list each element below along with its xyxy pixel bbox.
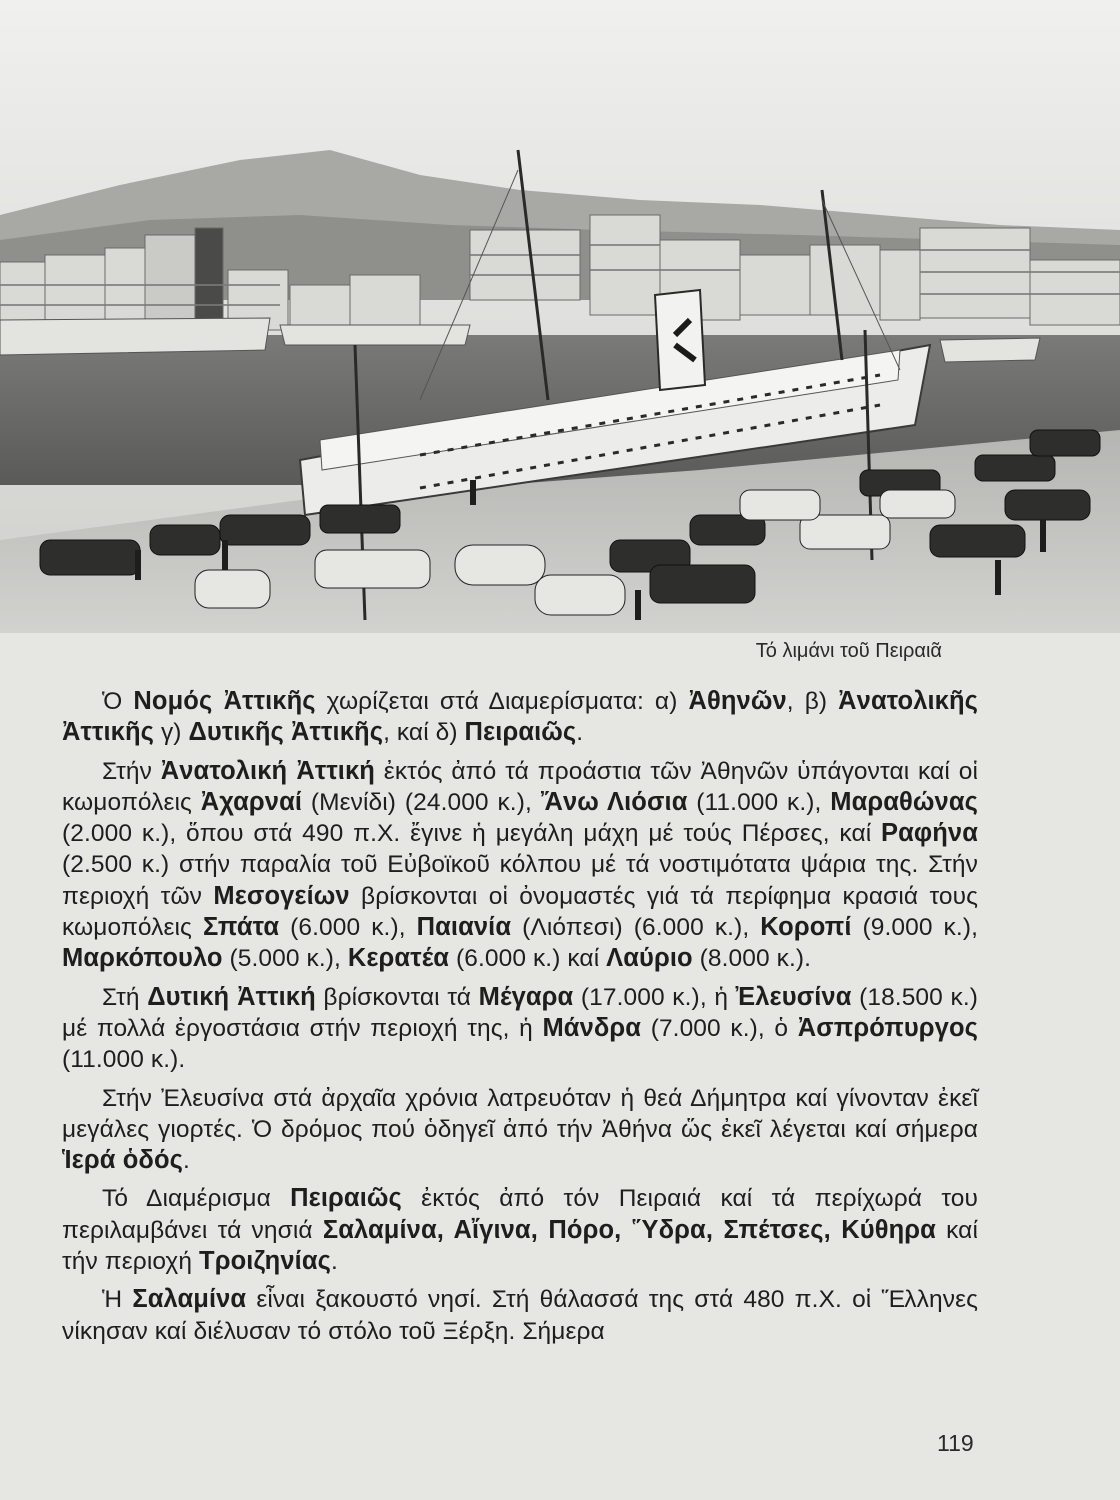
- bold-term: Σπάτα: [202, 913, 280, 942]
- bold-term: Ἐλευσίνα: [735, 982, 852, 1011]
- bold-term: Σαλαμίνα, Αἴγινα, Πόρο, Ὕδρα, Σπέτσες, Κύθηρα: [322, 1215, 936, 1244]
- harbour-photo: [0, 0, 1120, 633]
- text-run: (18.500 κ.) μέ πολλά ἐργοστάσια στήν περιοχή της, ἡ: [62, 983, 979, 1042]
- text-run: (Λιόπεσι) (6.000 κ.),: [511, 914, 761, 942]
- text-run: εἶναι ξακουστό νησί. Στή θάλασσά της στά 480 π.Χ. οἱ Ἕλληνες νίκησαν καί διέλυσαν τό στόλο τοῦ Ξέρξη. Σήμερα: [62, 1286, 979, 1345]
- text-run: χωρίζεται στά Διαμερίσματα: α): [315, 688, 689, 715]
- bold-term: Κοροπί: [760, 913, 852, 942]
- text-run: , καί δ): [383, 719, 465, 747]
- text-run: (Μενίδι) (24.000 κ.),: [302, 788, 541, 816]
- bold-term: Ἄνω Λιόσια: [540, 787, 688, 816]
- bold-term: Μαρκόπουλο: [62, 944, 223, 973]
- text-run: Στήν: [102, 757, 161, 785]
- bold-term: Μαραθώνας: [830, 787, 978, 816]
- photo-caption: Τό λιμάνι τοῦ Πειραιᾶ: [755, 640, 942, 662]
- text-run: (6.000 κ.) καί: [449, 945, 607, 973]
- bold-term: Παιανία: [416, 913, 512, 942]
- page-number: 119: [937, 1430, 974, 1456]
- bold-term: Πειραιῶς: [290, 1184, 402, 1213]
- paragraph: [62, 1284, 978, 1347]
- text-run: .: [576, 719, 584, 747]
- text-run: βρίσκονται τά: [315, 983, 479, 1011]
- bold-term: Ἱερά ὁδός: [62, 1146, 183, 1175]
- bold-term: Τροιζηνίας: [199, 1247, 331, 1276]
- text-run: Τό Διαμέρισμα: [102, 1185, 291, 1213]
- text-run: , β): [786, 688, 839, 715]
- paragraph: [62, 686, 978, 749]
- text-run: βρίσκονται οἱ ὀνομαστές γιά τά περίφημα κρασιά τους κωμοπόλεις: [62, 882, 979, 942]
- text-run: Στή: [102, 983, 148, 1011]
- bold-term: Πειραιῶς: [464, 718, 577, 747]
- bold-term: Λαύριο: [606, 944, 693, 973]
- text-run: Ἡ: [102, 1286, 133, 1314]
- bold-term: Σαλαμίνα: [132, 1285, 247, 1314]
- bold-term: Νομός Ἀττικῆς: [133, 687, 316, 715]
- bold-term: Ἀνατολική Ἀττική: [160, 756, 375, 785]
- bold-term: Μεσογείων: [213, 881, 350, 910]
- text-run: (9.000 κ.),: [851, 914, 978, 942]
- text-run: (7.000 κ.), ὁ: [641, 1014, 798, 1042]
- text-run: (2.000 κ.), ὅπου στά 490 π.Χ. ἔγινε ἡ μεγάλη μάχη μέ τούς Πέρσες, καί: [62, 820, 882, 848]
- bold-term: Ἀχαρναί: [200, 787, 303, 816]
- bold-term: Ἀσπρόπυργος: [797, 1013, 978, 1042]
- text-run: (6.000 κ.),: [279, 914, 417, 942]
- text-run: ἐκτός ἀπό τόν Πειραιά καί τά περίχωρά του περιλαμβάνει τά νησιά: [62, 1185, 979, 1244]
- text-run: ἐκτός ἀπό τά προάστια τῶν Ἀθηνῶν ὑπάγονται καί οἱ κωμοπόλεις: [62, 757, 978, 816]
- bold-term: Ραφήνα: [881, 819, 978, 848]
- text-run: (11.000 κ.),: [687, 788, 831, 816]
- text-run: καί τήν περιοχή: [62, 1216, 978, 1276]
- bold-term: Δυτικῆς Ἀττικῆς: [188, 718, 384, 747]
- paragraph: [62, 1183, 978, 1277]
- bold-term: Κερατέα: [347, 944, 450, 973]
- text-run: Ὁ: [102, 688, 134, 715]
- text-run: (5.000 κ.),: [222, 945, 348, 973]
- body-text: [62, 686, 978, 1354]
- text-run: (2.500 κ.) στήν παραλία τοῦ Εὐβοϊκοῦ κόλπου μέ τά νοστιμότατα ψάρια της. Στήν περιοχή τῶν: [62, 851, 978, 910]
- text-run: .: [183, 1147, 190, 1175]
- bold-term: Μάνδρα: [542, 1013, 642, 1042]
- text-run: (11.000 κ.).: [62, 1046, 186, 1074]
- paragraph: [62, 756, 978, 975]
- text-run: (17.000 κ.), ἡ: [573, 983, 736, 1011]
- text-run: .: [330, 1248, 338, 1276]
- bold-term: Μέγαρα: [478, 982, 574, 1011]
- bold-term: Ἀθηνῶν: [688, 687, 787, 715]
- bold-term: Δυτική Ἀττική: [147, 982, 316, 1011]
- text-run: γ): [154, 719, 189, 747]
- harbour-photo-illustration: [0, 0, 1120, 633]
- paragraph: [62, 1083, 978, 1177]
- paragraph: [62, 982, 978, 1076]
- bold-term: Ἀνατολικῆς Ἀττικῆς: [62, 687, 979, 747]
- text-run: (8.000 κ.).: [692, 945, 812, 973]
- text-run: Στήν Ἐλευσίνα στά ἀρχαῖα χρόνια λατρευόταν ἡ θεά Δήμητρα καί γίνονταν ἐκεῖ μεγάλες γιορτές. Ὁ δρόμος πού ὁδηγεῖ ἀπό τήν Ἀθήνα ὥς ἐκεῖ λέγεται καί σήμερα: [62, 1084, 978, 1143]
